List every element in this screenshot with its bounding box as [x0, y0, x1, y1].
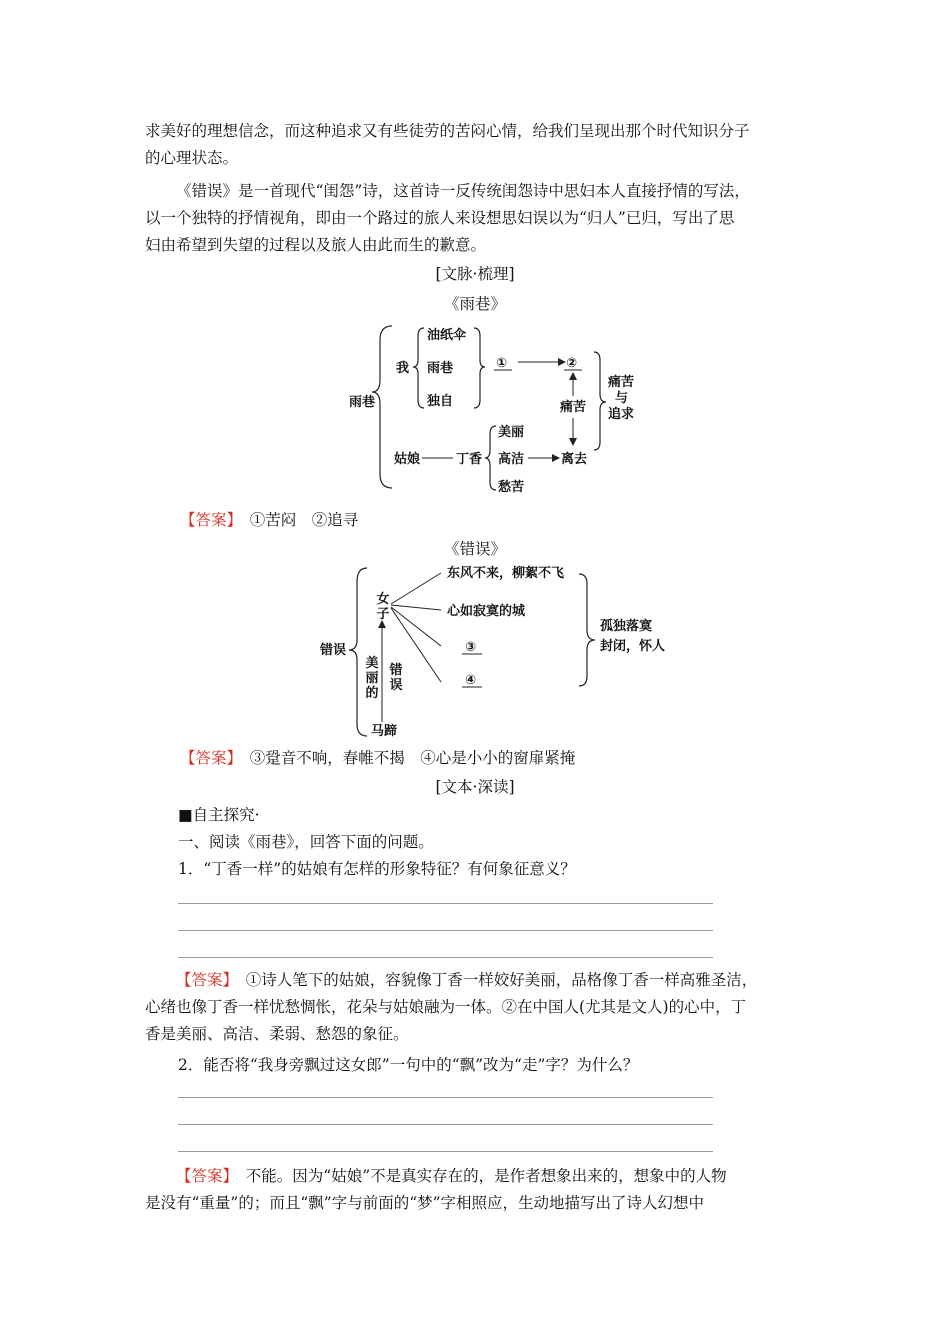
d2-right-2: 封闭，怀人 [600, 639, 666, 654]
diagram-yuxiang [340, 320, 640, 500]
d2-woman [375, 592, 391, 622]
d2-horse: 马蹄 [371, 724, 398, 739]
section-title-context: [文脉·梳理] [435, 265, 515, 283]
answer-q1-text-1: ①诗人笔下的姑娘，容貌像丁香一样姣好美丽，品格像丁香一样高雅圣洁， [245, 971, 758, 989]
d2-mistake [388, 663, 404, 693]
d2-woman-char-0: 女 [376, 592, 390, 607]
intro-line-2: 的心理状态。 [145, 149, 239, 167]
d1-trait-2: 愁苦 [498, 480, 525, 495]
answer-line [178, 1124, 713, 1125]
answer-q1-line-3: 香是美丽、高洁、柔弱、愁怨的象征。 [145, 1025, 409, 1043]
d1-trait-1: 高洁 [498, 452, 525, 467]
d2-beauty-char-2: 的 [365, 686, 379, 701]
answer-q1-line-2: 心绪也像丁香一样忧愁惆怅，花朵与姑娘融为一体。②在中国人(尤其是文人)的心中，丁 [145, 998, 747, 1016]
diagram1-title: 《雨巷》 [443, 295, 506, 313]
d1-trait-0: 美丽 [498, 425, 525, 440]
diagram-cuowu [315, 560, 675, 745]
d2-beauty-char-1: 丽 [365, 671, 379, 686]
answer-2-label: 【答案】 [180, 749, 235, 767]
d1-item-2: 独自 [427, 394, 454, 409]
d2-branch-2: ③ [465, 640, 477, 655]
answer-line [178, 1151, 713, 1152]
d2-mistake-char-0: 错 [389, 663, 403, 678]
d1-right-3: 追求 [608, 407, 635, 422]
d2-woman-char-1: 子 [376, 607, 390, 622]
question-1: 1．“丁香一样”的姑娘有怎样的形象特征？有何象征意义？ [178, 860, 576, 878]
answer-line [178, 1097, 713, 1098]
answer-q2-line-2: 是没有“重量”的；而且“飘”字与前面的“梦”字相照应，生动地描写出了诗人幻想中 [145, 1194, 705, 1212]
explore-title: ■自主探究· [178, 806, 260, 824]
answer-q2-line-1 [145, 1163, 810, 1190]
d1-pain-mid: 痛苦 [560, 400, 587, 415]
part-1-heading: 一、阅读《雨巷》，回答下面的问题。 [178, 833, 434, 851]
answer-q1-label: 【答案】 [176, 971, 231, 989]
d1-root: 雨巷 [349, 395, 376, 410]
d2-right-1: 孤独落寞 [600, 619, 653, 634]
answer-1 [180, 507, 845, 534]
answer-2 [180, 745, 845, 772]
intro-line-1: 求美好的理想信念，而这种追求又有些徒劳的苦闷心情，给我们呈现出那个时代知识分子 [145, 122, 750, 140]
d1-leave: 离去 [561, 452, 588, 467]
d2-beauty-char-0: 美 [365, 656, 379, 671]
d1-girl: 姑娘 [394, 452, 421, 467]
answer-1-label: 【答案】 [180, 511, 235, 529]
d1-blank-2: ② [566, 356, 578, 371]
answer-line [178, 957, 713, 958]
answer-line [178, 930, 713, 931]
d1-item-1: 雨巷 [427, 361, 454, 376]
d1-lilac: 丁香 [456, 452, 483, 467]
answer-q2-label: 【答案】 [176, 1167, 231, 1185]
intro-para2-line-3: 妇由希望到失望的过程以及旅人由此而生的歉意。 [145, 236, 487, 254]
d2-beauty [364, 656, 380, 701]
d2-branch-1: 心如寂寞的城 [447, 604, 526, 619]
intro-para2-line-1: 《错误》是一首现代“闺怨”诗，这首诗一反传统闺怨诗中思妇本人直接抒情的写法， [176, 182, 750, 200]
answer-1-text: ①苦闷 ②追寻 [249, 511, 359, 529]
section-title-reading: [文本·深读] [435, 778, 515, 796]
d1-item-0: 油纸伞 [427, 328, 467, 343]
answer-line [178, 903, 713, 904]
question-2: 2．能否将“我身旁飘过这女郎”一句中的“飘”改为“走”字？为什么？ [178, 1056, 639, 1074]
d1-right-2: 与 [615, 391, 629, 406]
d2-branch-0: 东风不来，柳絮不飞 [447, 566, 565, 581]
diagram2-title: 《错误》 [443, 540, 506, 558]
answer-2-text: ③跫音不响，春帷不揭 ④心是小小的窗扉紧掩 [249, 749, 576, 767]
d1-right-1: 痛苦 [608, 375, 635, 390]
d2-branch-3: ④ [465, 673, 477, 688]
answer-q2-text-1: 不能。因为“姑娘”不是真实存在的，是作者想象出来的，想象中的人物 [245, 1167, 727, 1185]
intro-para2-line-2: 以一个独特的抒情视角，即由一个路过的旅人来设想思妇误以为“归人”已归，写出了思 [145, 209, 735, 227]
d1-blank-1: ① [496, 356, 508, 371]
d1-me: 我 [396, 361, 410, 376]
answer-q1-line-1 [145, 967, 810, 994]
d2-root: 错误 [320, 643, 347, 658]
d2-mistake-char-1: 误 [389, 678, 403, 693]
